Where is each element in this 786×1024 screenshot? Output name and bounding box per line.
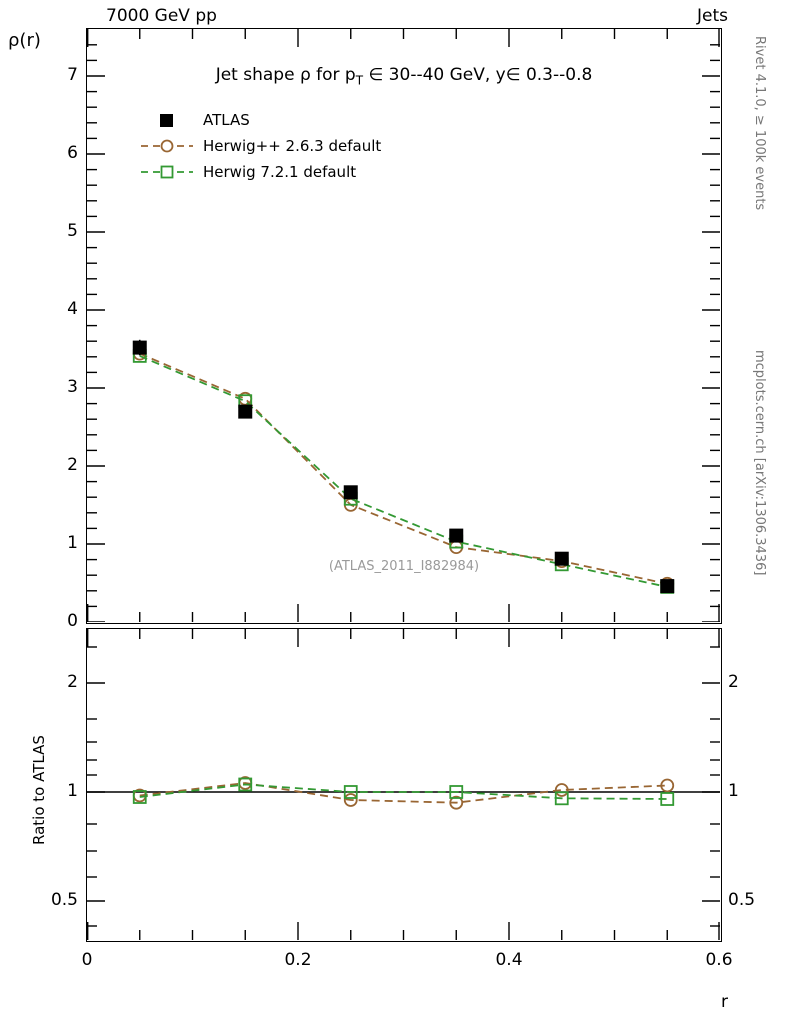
legend-item-herwig7	[139, 159, 381, 185]
main-y-ticklabels	[20, 28, 78, 631]
title-mid: for p	[316, 65, 356, 85]
series-herwigpp-main	[134, 348, 674, 590]
series-atlas-main	[140, 340, 668, 588]
xtick-04: 0.4	[495, 950, 523, 970]
ratio-plot-panel	[86, 628, 722, 942]
ytick-0: 0	[67, 611, 78, 631]
plot-title	[216, 65, 593, 87]
ratio-y-axis-label: Ratio to ATLAS	[30, 735, 48, 845]
legend	[139, 107, 381, 185]
x-ticklabels	[81, 950, 733, 980]
ratio-ytick-1-left: 1	[67, 781, 78, 801]
title-pre: Jet shape	[215, 65, 295, 85]
ratio-y-ticklabels-right	[728, 628, 778, 942]
ratio-plot-svg	[87, 629, 720, 940]
ratio-ytick-1-right: 1	[728, 781, 739, 801]
title-sub: T	[355, 73, 364, 88]
xtick-0: 0	[81, 950, 93, 970]
ratio-ytick-2-left: 2	[67, 672, 78, 692]
ytick-5: 5	[67, 221, 78, 241]
xtick-06: 0.6	[705, 950, 733, 970]
legend-item-atlas	[139, 107, 381, 133]
x-axis-label: r	[721, 992, 728, 1012]
ratio-y-ticklabels-left	[20, 628, 78, 942]
legend-key-atlas	[139, 110, 195, 130]
legend-label-herwig7: Herwig 7.2.1 default	[203, 163, 357, 181]
header-left-label: 7000 GeV pp	[106, 6, 217, 26]
legend-label-herwigpp: Herwig++ 2.6.3 default	[203, 137, 382, 155]
ratio-ytick-2-right: 2	[728, 672, 739, 692]
legend-label-atlas: ATLAS	[203, 111, 250, 129]
title-post: ∈ 30--40 GeV, y∈ 0.3--0.8	[368, 65, 593, 85]
legend-item-herwigpp	[139, 133, 381, 159]
title-rho: ρ	[299, 65, 311, 85]
rivet-version-caption: Rivet 4.1.0, ≥ 100k events	[752, 36, 767, 211]
xtick-02: 0.2	[284, 950, 312, 970]
ratio-ytick-05-left: 0.5	[50, 890, 78, 910]
ytick-1: 1	[67, 533, 78, 553]
ytick-4: 4	[67, 299, 78, 319]
series-atlas-markers	[133, 341, 675, 593]
analysis-watermark: (ATLAS_2011_I882984)	[328, 559, 480, 574]
ytick-6: 6	[67, 143, 78, 163]
header-right-label: Jets	[697, 6, 728, 26]
mcplots-caption: mcplots.cern.ch [arXiv:1306.3436]	[752, 350, 767, 576]
y-axis-label-main: ρ(r)	[8, 30, 41, 51]
ratio-ytick-05-right: 0.5	[728, 890, 756, 910]
main-plot-panel	[86, 28, 722, 624]
legend-key-herwig7	[139, 162, 195, 182]
ytick-3: 3	[67, 377, 78, 397]
ytick-7: 7	[67, 65, 78, 85]
legend-key-herwigpp	[139, 136, 195, 156]
ytick-2: 2	[67, 455, 78, 475]
